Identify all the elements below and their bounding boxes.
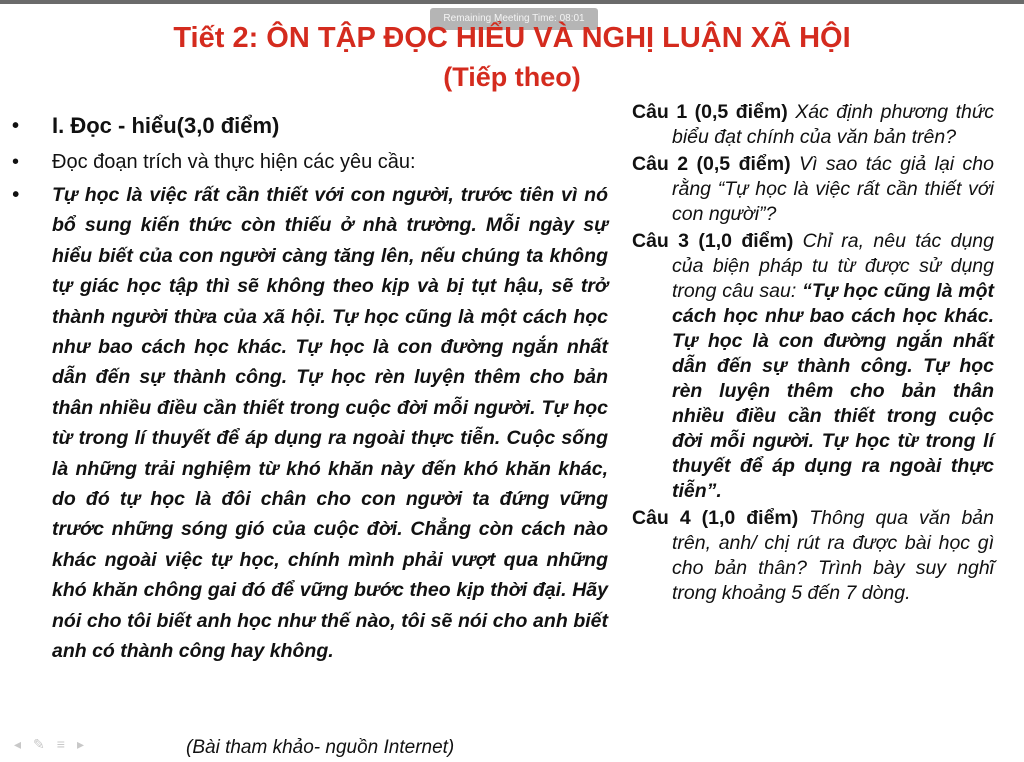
arrow-left-icon[interactable]: ◂ [14, 736, 34, 752]
bullet-icon: • [12, 151, 20, 173]
slide-subtitle: (Tiếp theo) [443, 62, 581, 92]
question-label: Câu 2 (0,5 điểm) [632, 153, 791, 175]
arrow-right-icon[interactable]: ▸ [76, 736, 96, 752]
question-text: Chỉ ra, nêu tác dụng của biện pháp tu từ được sử dụng trong câu sau: [672, 230, 994, 302]
questions-section [632, 100, 994, 608]
question-2 [632, 152, 994, 227]
question-text: Vì sao tác giả lại cho rằng “Tự học là việc rất cần thiết với con người”? [672, 153, 994, 225]
passage-source: (Bài tham khảo- nguồn Internet) [186, 737, 455, 758]
meeting-timer-badge: Remaining Meeting Time: 08:01 [430, 8, 598, 30]
section-heading-row [8, 108, 608, 144]
reading-passage: Tự học là việc rất cần thiết với con người, trước tiên vì nó bổ sung kiến thức còn thiếu ở nhà trường. Mỗi ngày sự hiểu biết của con người càng tăng lên, nếu chúng ta không tự giác học tập thì sẽ không theo kịp và bị tụt hậu, sẽ trở thành người thừa của xã hội. Tự học cũng là một cách học như bao cách học khác. Tự học là con đường ngắn nhất dẫn đến sự thành công. Tự học rèn luyện thêm cho bản thân nhiều điều cần thiết trong cuộc đời mỗi người. Tự học từ trong lí thuyết để áp dụng ra ngoài thực tiễn. Cuộc sống là những trải nghiệm từ khó khăn này đến khó khăn khác, do đó tự học là đôi chân cho con người ta đứng vững trước những sóng gió của cuộc đời. Chẳng còn cách nào khác ngoài việc tự học, chính mình phải vượt qua những khó khăn chông gai đó để vững bước theo kịp thời đại. Hãy nói cho tôi biết anh học như thế nào, tôi sẽ nói cho anh biết anh có thành công hay không. [52, 184, 608, 663]
pen-icon[interactable]: ✎ [33, 736, 57, 752]
passage-row [8, 180, 608, 667]
reading-section [8, 108, 608, 667]
question-3 [632, 229, 994, 504]
question-text: Thông qua văn bản trên, anh/ chị rút ra được bài học gì cho bản thân? Trình bày suy nghĩ trong khoảng 5 đến 7 dòng. [672, 507, 994, 604]
section-heading: I. Đọc - hiểu(3,0 điểm) [52, 113, 280, 138]
question-1 [632, 100, 994, 150]
question-text: Xác định phương thức biểu đạt chính của văn bản trên? [672, 101, 994, 148]
window-top-border [0, 0, 1024, 4]
slide-title: Tiết 2: ÔN TẬP ĐỌC HIỂU VÀ NGHỊ LUẬN XÃ HỘI [173, 22, 851, 54]
slideshow-toolbar [14, 736, 144, 752]
question-label: Câu 4 (1,0 điểm) [632, 507, 799, 529]
instruction-row [8, 144, 608, 180]
question-label: Câu 1 (0,5 điểm) [632, 101, 788, 123]
question-label: Câu 3 (1,0 điểm) [632, 230, 794, 252]
question-quote: “Tự học cũng là một cách học như bao cách học khác. Tự học là con đường ngắn nhất dẫn đến sự thành công. Tự học rèn luyện thêm cho bản thân nhiều điều cần thiết trong cuộc đời mỗi người. Tự học từ trong lí thuyết để áp dụng ra ngoài thực tiễn”. [672, 280, 994, 502]
menu-icon[interactable]: ≡ [56, 736, 77, 752]
bullet-icon: • [12, 184, 20, 206]
question-4 [632, 506, 994, 606]
instruction-text: Đọc đoạn trích và thực hiện các yêu cầu: [52, 151, 416, 173]
bullet-icon: • [12, 115, 20, 137]
